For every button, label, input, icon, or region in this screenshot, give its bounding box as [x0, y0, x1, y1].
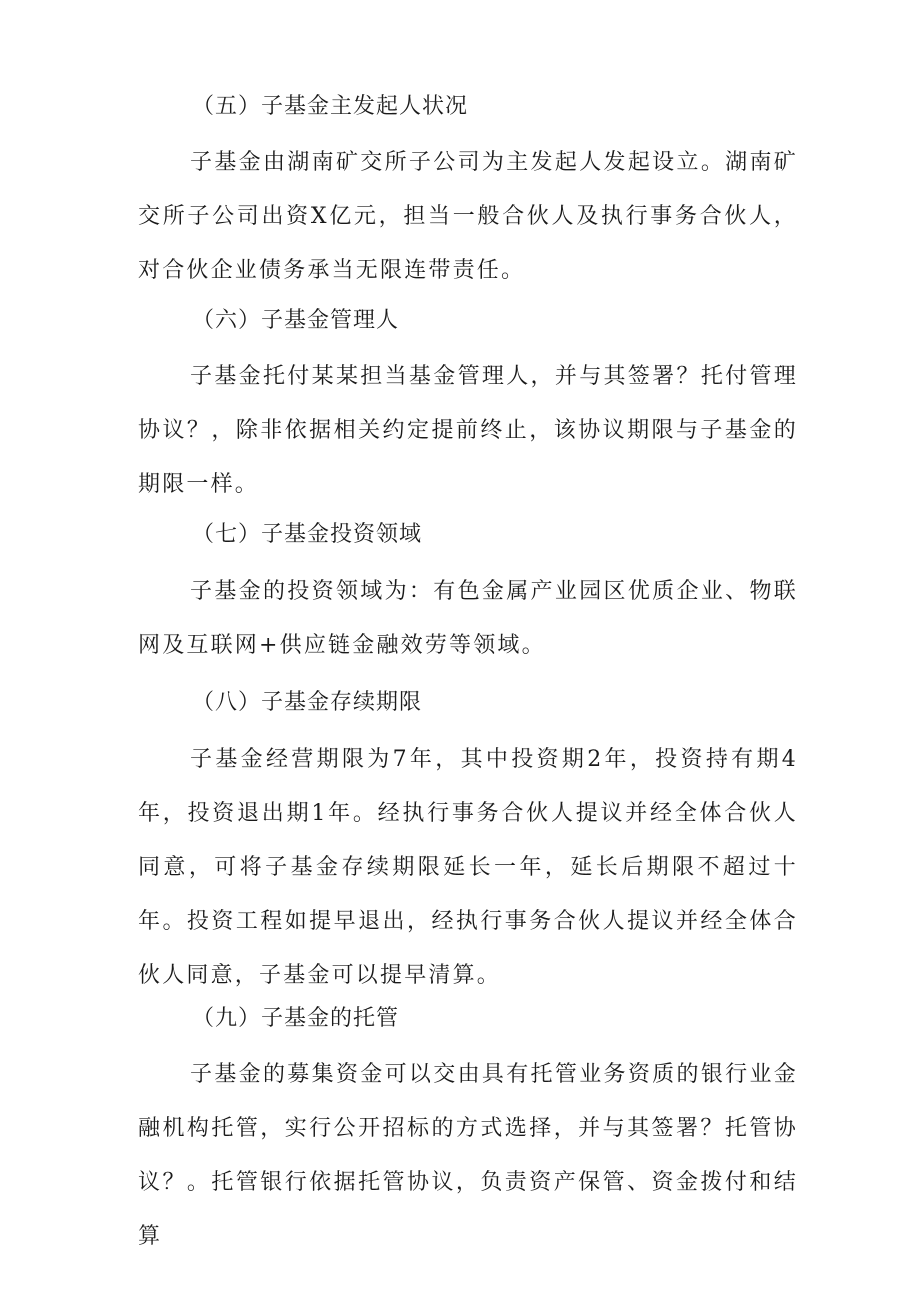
section-heading-7: （七）子基金投资领域 — [192, 522, 423, 547]
section-body-7: 子基金的投资领域为：有色金属产业园区优质企业、物联网及互联网+供应链金融效劳等领域。 — [138, 579, 798, 658]
section-body-5: 子基金由湖南矿交所子公司为主发起人发起设立。湖南矿交所子公司出资X亿元，担当一般合伙人及执行事务合伙人，对合伙企业债务承当无限连带责任。 — [138, 150, 798, 283]
section-body-8: 子基金经营期限为7年，其中投资期2年，投资持有期4年，投资退出期1年。经执行事务合伙人提议并经全体合伙人同意，可将子基金存续期限延长一年，延长后期限不超过十年。投资工程如提早退出，经执行事务合伙人提议并经全体合伙人同意，子基金可以提早清算。 — [138, 747, 798, 988]
section-heading-9: （九）子基金的托管 — [192, 1006, 400, 1031]
section-body-9: 子基金的募集资金可以交由具有托管业务资质的银行业金融机构托管，实行公开招标的方式选择，并与其签署？托管协议？。托管银行依据托管协议，负责资产保管、资金拨付和结算 — [138, 1062, 798, 1249]
section-heading-6: （六）子基金管理人 — [192, 308, 400, 333]
section-body-6: 子基金托付某某担当基金管理人，并与其签署？托付管理协议？，除非依据相关约定提前终止，该协议期限与子基金的期限一样。 — [138, 364, 798, 497]
section-heading-5: （五）子基金主发起人状况 — [192, 94, 469, 119]
section-heading-8: （八）子基金存续期限 — [192, 690, 423, 715]
